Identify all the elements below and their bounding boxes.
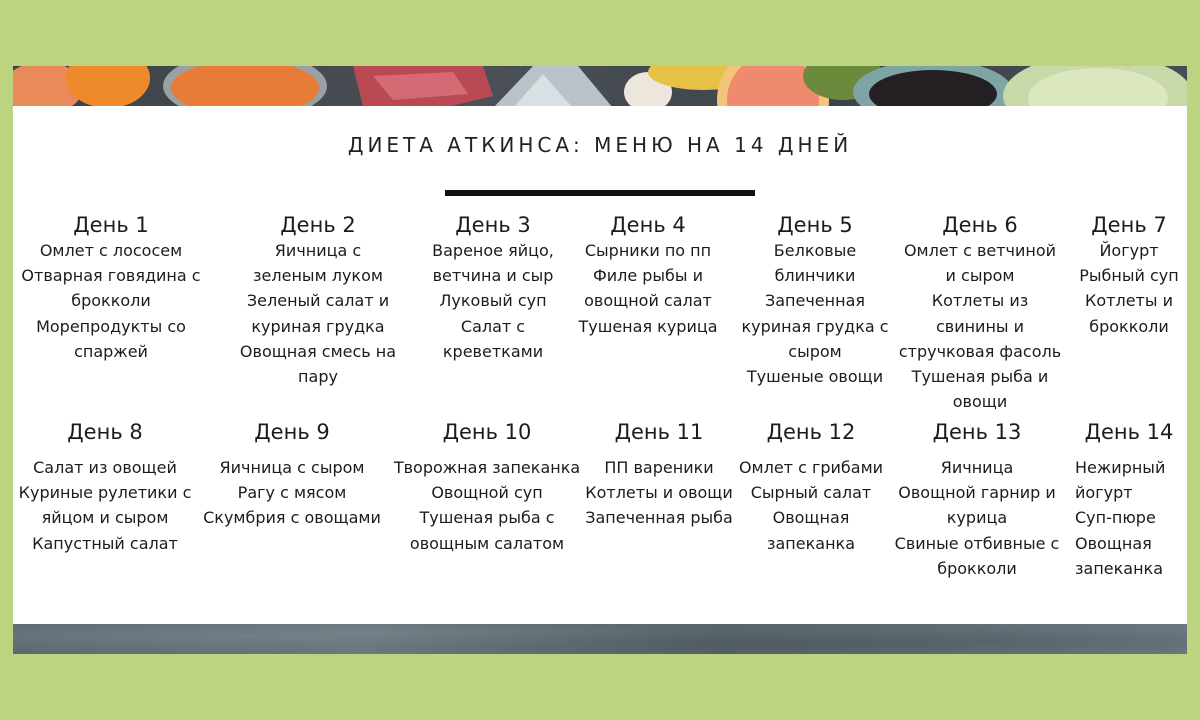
meal-line: брокколи [937, 558, 1017, 578]
meal-line: пару [298, 367, 338, 387]
meal-line: куриная грудка с [741, 316, 889, 336]
meal-line: Котлеты и овощи [585, 483, 733, 503]
meal-line: свинины и [935, 316, 1025, 336]
day-heading: День 3 [455, 213, 531, 237]
meal-line: Яичница с [274, 241, 362, 260]
meal-line: Сырники по пп [584, 241, 712, 260]
day-heading: День 1 [73, 213, 149, 237]
day-12 [735, 419, 887, 556]
meal-line: стручковая фасоль [898, 341, 1062, 361]
meal-line: овощной салат [584, 291, 712, 311]
meal-line: Яичница с сыром [219, 458, 365, 477]
meal-line: блинчики [774, 266, 856, 286]
meal-line: брокколи [1089, 316, 1169, 336]
meal-line: Овощная смесь на [239, 341, 397, 361]
meal-line: Рагу с мясом [237, 483, 347, 503]
meal-line: овощным салатом [409, 533, 565, 553]
day-heading: День 2 [280, 213, 356, 237]
meal-line: Тушеные овощи [746, 367, 884, 387]
meal-line: овощи [952, 392, 1008, 412]
meal-line: Овощной гарнир и [898, 483, 1056, 503]
meal-line: сыром [788, 341, 842, 361]
day-9 [199, 419, 385, 531]
meal-line: Йогурт [1099, 241, 1159, 260]
day-1 [13, 212, 209, 364]
meal-line: Белковые [773, 241, 857, 260]
day-heading: День 6 [942, 213, 1018, 237]
day-3 [418, 212, 568, 364]
day-14 [1075, 419, 1183, 581]
meal-line: Запеченная [764, 291, 865, 311]
day-11 [579, 419, 739, 531]
meal-line: Тушеная курица [578, 316, 718, 336]
meal-line: креветками [442, 341, 544, 361]
meal-line: Котлеты и [1085, 291, 1173, 311]
meal-line: Куриные рулетики с [18, 483, 192, 503]
day-heading: День 7 [1091, 213, 1167, 237]
day-heading: День 4 [610, 213, 686, 237]
day-2 [223, 212, 413, 389]
meal-line: Сырный салат [750, 483, 872, 503]
day-heading: День 12 [766, 420, 856, 444]
day-heading: День 8 [67, 420, 143, 444]
food-photo-banner [13, 66, 1187, 106]
meal-line: Капустный салат [32, 533, 178, 553]
meal-line: Отварная говядина с [21, 266, 201, 286]
menu-card [13, 66, 1187, 654]
meal-line: куриная грудка [251, 316, 385, 336]
meal-line: Тушеная рыба и [911, 367, 1049, 387]
stone-texture-footer [13, 624, 1187, 654]
meal-line: Тушеная рыба с [419, 508, 555, 528]
meal-line: Омлет с грибами [738, 458, 884, 477]
meal-line: Салат из овощей [33, 458, 177, 477]
meal-line: Рыбный суп [1079, 266, 1179, 286]
meal-line: Овощная [772, 508, 850, 528]
meal-line: Салат с [460, 316, 526, 336]
day-7 [1071, 212, 1187, 339]
day-heading: День 10 [442, 420, 532, 444]
meal-line: Зеленый салат и [246, 291, 390, 311]
meal-line: Овощная [1075, 533, 1152, 553]
meal-line: Омлет с ветчиной [903, 241, 1057, 260]
meal-line: и сыром [945, 266, 1015, 286]
meal-line: Вареное яйцо, [432, 241, 554, 260]
day-8 [13, 419, 197, 556]
day-6 [890, 212, 1070, 414]
meal-line: брокколи [71, 291, 151, 311]
day-4 [573, 212, 723, 339]
day-heading: День 14 [1084, 420, 1174, 444]
meal-line: йогурт [1075, 483, 1133, 503]
meal-line: яйцом и сыром [41, 508, 169, 528]
meal-line: Омлет с лососем [39, 241, 183, 260]
day-5 [735, 212, 895, 389]
meal-line: Скумбрия с овощами [203, 508, 381, 528]
meal-line: Творожная запеканка [393, 458, 581, 477]
day-13 [887, 419, 1067, 581]
meal-line: запеканка [1075, 558, 1164, 578]
day-10 [389, 419, 585, 556]
meal-line: Филе рыбы и [592, 266, 704, 286]
day-heading: День 9 [254, 420, 330, 444]
title-divider [445, 190, 755, 196]
meal-line: Котлеты из [931, 291, 1029, 311]
meal-line: Яичница [940, 458, 1014, 477]
day-heading: День 11 [614, 420, 704, 444]
day-heading: День 13 [932, 420, 1022, 444]
meal-line: Морепродукты со [36, 316, 186, 336]
food-photo-illustration [13, 66, 1187, 106]
meal-line: Суп-пюре [1075, 508, 1156, 528]
meal-line: зеленым луком [253, 266, 383, 286]
meal-line: курица [946, 508, 1008, 528]
meal-line: Овощной суп [431, 483, 543, 503]
meal-line: Свиные отбивные с [894, 533, 1060, 553]
page-title: ДИЕТА АТКИНСА: МЕНЮ НА 14 ДНЕЙ [347, 133, 853, 157]
meal-line: ветчина и сыр [432, 266, 554, 286]
meal-line: запеканка [766, 533, 855, 553]
day-heading: День 5 [777, 213, 853, 237]
meal-line: спаржей [74, 341, 148, 361]
meal-line: Нежирный [1075, 458, 1166, 477]
meal-line: Луковый суп [439, 291, 547, 311]
meal-line: Запеченная рыба [585, 508, 733, 528]
meal-line: ПП вареники [604, 458, 714, 477]
